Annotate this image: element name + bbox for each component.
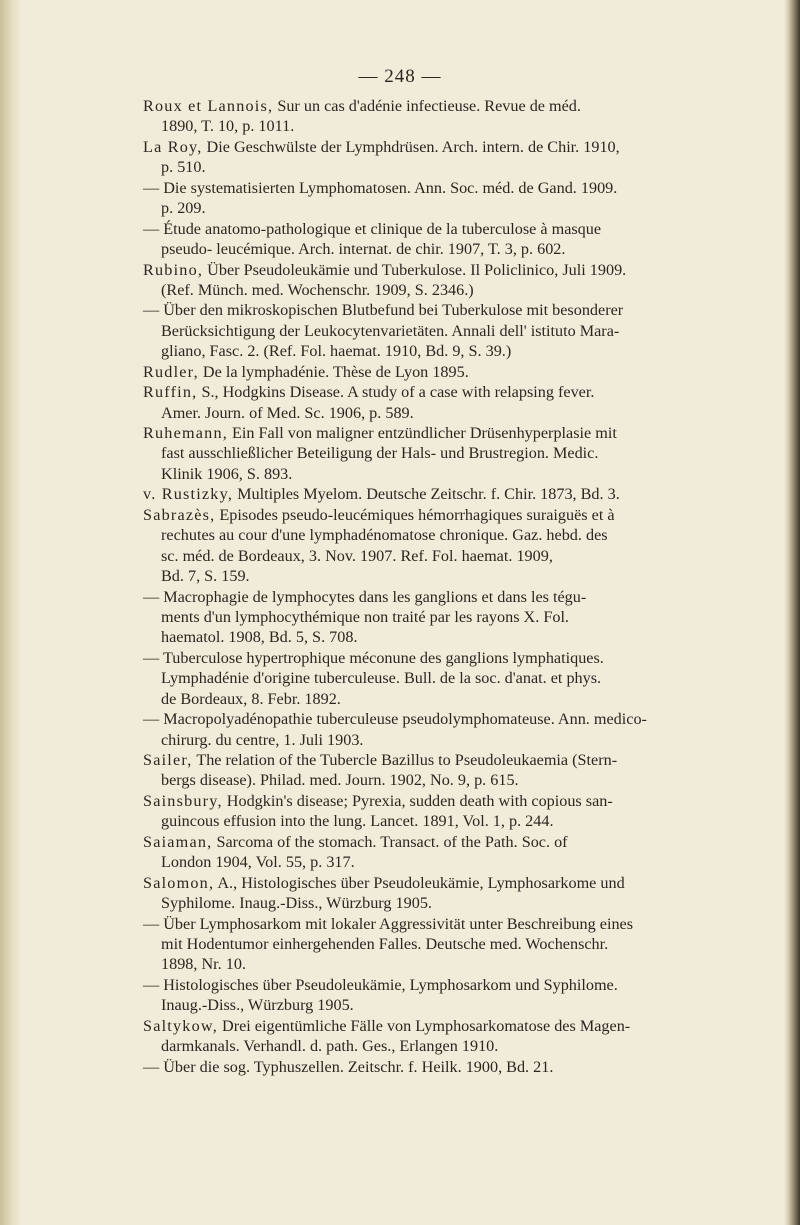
reference-line bbox=[143, 954, 773, 974]
reference-line bbox=[143, 403, 773, 423]
reference-line bbox=[143, 137, 773, 157]
reference-text: bergs disease). Philad. med. Journ. 1902, No. 9, p. 615. bbox=[161, 771, 519, 790]
reference-line bbox=[143, 116, 773, 136]
reference-author: Saiaman, bbox=[143, 832, 213, 851]
reference-text: haematol. 1908, Bd. 5, S. 708. bbox=[161, 628, 358, 647]
reference-line bbox=[143, 811, 773, 831]
reference-line bbox=[143, 1016, 773, 1036]
reference-entry bbox=[143, 382, 773, 423]
reference-text: guincous effusion into the lung. Lancet. 1891, Vol. 1, p. 244. bbox=[161, 812, 554, 831]
reference-text: London 1904, Vol. 55, p. 317. bbox=[161, 853, 355, 872]
reference-text: chirurg. du centre, 1. Juli 1903. bbox=[161, 730, 364, 749]
reference-text: The relation of the Tubercle Bazillus to Pseudoleukaemia (Stern- bbox=[192, 751, 618, 769]
reference-text: De la lymphadénie. Thèse de Lyon 1895. bbox=[198, 362, 469, 381]
reference-line bbox=[143, 1036, 773, 1056]
reference-text: de Bordeaux, 8. Febr. 1892. bbox=[161, 689, 341, 708]
reference-entry bbox=[143, 709, 773, 750]
reference-text: Die Geschwülste der Lymphdrüsen. Arch. intern. de Chir. 1910, bbox=[202, 137, 620, 156]
reference-author: Saltykow, bbox=[143, 1016, 218, 1035]
reference-text: p. 209. bbox=[161, 199, 206, 218]
reference-text: — Über Lymphosarkom mit lokaler Aggressivität unter Beschreibung eines bbox=[143, 914, 634, 933]
reference-entry bbox=[143, 178, 773, 219]
reference-text: darmkanals. Verhandl. d. path. Ges., Erlangen 1910. bbox=[161, 1037, 499, 1056]
reference-line bbox=[143, 1057, 773, 1077]
reference-line bbox=[143, 770, 773, 790]
reference-entry bbox=[143, 648, 773, 709]
reference-entry bbox=[143, 750, 773, 791]
reference-line bbox=[143, 260, 773, 280]
reference-entry bbox=[143, 137, 773, 178]
reference-text: Inaug.-Diss., Würzburg 1905. bbox=[161, 996, 354, 1015]
reference-line bbox=[143, 709, 773, 729]
reference-line bbox=[143, 362, 773, 382]
reference-text: rechutes au cour d'une lymphadénomatose chronique. Gaz. hebd. des bbox=[161, 526, 608, 545]
reference-line bbox=[143, 689, 773, 709]
reference-text: — Über die sog. Typhuszellen. Zeitschr. f. Heilk. 1900, Bd. 21. bbox=[143, 1057, 554, 1076]
reference-line bbox=[143, 648, 773, 668]
reference-line bbox=[143, 464, 773, 484]
reference-line bbox=[143, 484, 773, 504]
reference-line bbox=[143, 280, 773, 300]
reference-text: A., Histologisches über Pseudoleukämie, Lymphosarkome und bbox=[214, 873, 625, 892]
reference-entry bbox=[143, 362, 773, 382]
reference-author: Rubino, bbox=[143, 260, 204, 279]
reference-line bbox=[143, 525, 773, 545]
reference-text: gliano, Fasc. 2. (Ref. Fol. haemat. 1910, Bd. 9, S. 39.) bbox=[161, 342, 512, 361]
reference-entry bbox=[143, 791, 773, 832]
page-edge-shadow-right bbox=[784, 0, 800, 1225]
reference-entry bbox=[143, 587, 773, 648]
reference-text: Bd. 7, S. 159. bbox=[161, 567, 250, 586]
reference-line bbox=[143, 730, 773, 750]
reference-entry bbox=[143, 914, 773, 975]
reference-text: mit Hodentumor einhergehenden Falles. Deutsche med. Wochenschr. bbox=[161, 934, 609, 953]
page-number: — 248 — bbox=[358, 66, 442, 87]
reference-text: Syphilome. Inaug.-Diss., Würzburg 1905. bbox=[161, 894, 432, 913]
reference-text: Episodes pseudo-leucémiques hémorrhagiques suraiguës et à bbox=[215, 505, 615, 524]
reference-line bbox=[143, 566, 773, 586]
reference-author: La Roy, bbox=[143, 137, 203, 156]
reference-entry bbox=[143, 505, 773, 587]
reference-entry bbox=[143, 260, 773, 301]
reference-line bbox=[143, 791, 773, 811]
reference-entry bbox=[143, 423, 773, 484]
reference-author: Sainsbury, bbox=[143, 791, 223, 810]
reference-text: (Ref. Münch. med. Wochenschr. 1909, S. 2346.) bbox=[161, 280, 474, 299]
reference-text: — Histologisches über Pseudoleukämie, Lymphosarkom und Syphilome. bbox=[143, 975, 618, 994]
reference-line bbox=[143, 219, 773, 239]
reference-text: — Tuberculose hypertrophique méconune des ganglions lymphatiques. bbox=[143, 648, 604, 667]
reference-line bbox=[143, 873, 773, 893]
reference-text: ments d'un lymphocythémique non traité par les rayons X. Fol. bbox=[161, 607, 569, 626]
reference-line bbox=[143, 157, 773, 177]
reference-text: Hodgkin's disease; Pyrexia, sudden death with copious san- bbox=[222, 791, 613, 810]
reference-text: Klinik 1906, S. 893. bbox=[161, 464, 293, 483]
reference-entry bbox=[143, 300, 773, 361]
reference-entry bbox=[143, 1057, 773, 1077]
reference-text: sc. méd. de Bordeaux, 3. Nov. 1907. Ref. Fol. haemat. 1909, bbox=[161, 546, 553, 565]
reference-line bbox=[143, 382, 773, 402]
reference-author: Sabrazès, bbox=[143, 505, 216, 524]
reference-entry bbox=[143, 873, 773, 914]
reference-text: Ein Fall von maligner entzündlicher Drüsenhyperplasie mit bbox=[227, 424, 617, 442]
reference-line bbox=[143, 995, 773, 1015]
reference-line bbox=[143, 505, 773, 525]
reference-author: Sailer, bbox=[143, 751, 193, 769]
reference-text: — Étude anatomo-pathologique et clinique de la tuberculose à masque bbox=[143, 219, 602, 238]
reference-text: — Die systematisierten Lymphomatosen. Ann. Soc. méd. de Gand. 1909. bbox=[143, 178, 618, 197]
reference-entry bbox=[143, 975, 773, 1016]
reference-text: Über Pseudoleukämie und Tuberkulose. Il Policlinico, Juli 1909. bbox=[203, 260, 627, 279]
reference-line bbox=[143, 668, 773, 688]
reference-entry bbox=[143, 96, 773, 137]
reference-line bbox=[143, 546, 773, 566]
reference-line bbox=[143, 341, 773, 361]
reference-text: Amer. Journ. of Med. Sc. 1906, p. 589. bbox=[161, 403, 414, 422]
reference-text: — Macrophagie de lymphocytes dans les ganglions et dans les tégu- bbox=[143, 587, 587, 606]
reference-line bbox=[143, 934, 773, 954]
reference-line bbox=[143, 607, 773, 627]
reference-text: Lymphadénie d'origine tuberculeuse. Bull. de la soc. d'anat. et phys. bbox=[161, 669, 602, 688]
reference-text: pseudo- leucémique. Arch. internat. de chir. 1907, T. 3, p. 602. bbox=[161, 240, 566, 259]
reference-author: v. Rustizky, bbox=[143, 485, 234, 504]
reference-text: p. 510. bbox=[161, 158, 206, 177]
reference-text: fast ausschließlicher Beteiligung der Hals- und Brustregion. Medic. bbox=[161, 444, 599, 463]
reference-text: — Macropolyadénopathie tuberculeuse pseudolymphomateuse. Ann. medico- bbox=[143, 710, 647, 729]
reference-entry bbox=[143, 1016, 773, 1057]
reference-line bbox=[143, 852, 773, 872]
reference-line bbox=[143, 750, 773, 770]
reference-text: Berücksichtigung der Leukocytenvarietäten. Annali dell' istituto Mara- bbox=[161, 321, 620, 340]
reference-line bbox=[143, 178, 773, 198]
reference-entry bbox=[143, 484, 773, 504]
reference-author: Ruffin, bbox=[143, 383, 198, 402]
reference-line bbox=[143, 627, 773, 647]
reference-line bbox=[143, 914, 773, 934]
reference-text: Multiples Myelom. Deutsche Zeitschr. f. Chir. 1873, Bd. 3. bbox=[233, 485, 620, 504]
reference-author: Rudler, bbox=[143, 362, 199, 381]
reference-line bbox=[143, 300, 773, 320]
reference-line bbox=[143, 443, 773, 463]
reference-text: Sarcoma of the stomach. Transact. of the Path. Soc. of bbox=[212, 832, 568, 851]
reference-text: Drei eigentümliche Fälle von Lymphosarkomatose des Magen- bbox=[217, 1016, 631, 1035]
reference-text: Sur un cas d'adénie infectieuse. Revue de méd. bbox=[273, 97, 581, 115]
reference-author: Roux et Lannois, bbox=[143, 97, 274, 115]
reference-entry bbox=[143, 832, 773, 873]
bibliography-list bbox=[143, 96, 773, 1077]
reference-line bbox=[143, 198, 773, 218]
page-edge-shadow-left bbox=[0, 0, 22, 1225]
reference-author: Ruhemann, bbox=[143, 424, 228, 442]
reference-line bbox=[143, 893, 773, 913]
reference-text: — Über den mikroskopischen Blutbefund bei Tuberkulose mit besonderer bbox=[143, 301, 624, 320]
reference-text: S., Hodgkins Disease. A study of a case with relapsing fever. bbox=[197, 383, 595, 402]
reference-line bbox=[143, 975, 773, 995]
reference-text: 1898, Nr. 10. bbox=[161, 955, 246, 974]
reference-line bbox=[143, 423, 773, 443]
reference-line bbox=[143, 587, 773, 607]
reference-line bbox=[143, 96, 773, 116]
reference-entry bbox=[143, 219, 773, 260]
reference-line bbox=[143, 321, 773, 341]
reference-line bbox=[143, 832, 773, 852]
reference-line bbox=[143, 239, 773, 259]
reference-author: Salomon, bbox=[143, 873, 215, 892]
reference-text: 1890, T. 10, p. 1011. bbox=[161, 117, 295, 136]
